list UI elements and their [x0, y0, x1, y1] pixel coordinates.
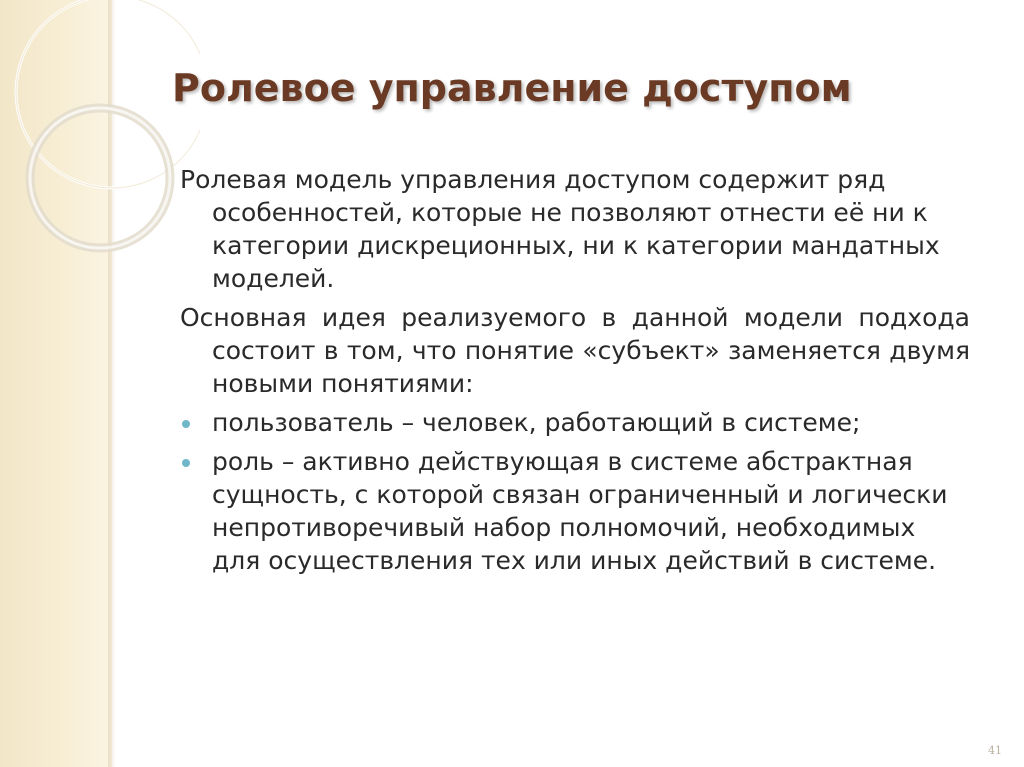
page-number: 41 — [988, 744, 1002, 757]
bullet-item-role — [180, 445, 970, 577]
slide-body — [180, 163, 970, 583]
decorative-circles — [0, 0, 200, 260]
bullet-dot-icon — [182, 420, 190, 428]
bullet-text: роль – активно действующая в системе абстрактная сущность, с которой связан ограниченный и логически непротиворечивый набор полномочий, необходимых для осуществления тех или иных действий в системе. — [212, 447, 948, 575]
slide-title: Ролевое управление доступом — [172, 66, 852, 110]
bullet-item-user — [180, 406, 970, 439]
paragraph-2: Основная идея реализуемого в данной модели подхода состоит в том, что понятие «субъект» заменяется двумя новыми понятиями: — [180, 303, 970, 398]
bullet-dot-icon — [182, 459, 190, 467]
paragraph-1: Ролевая модель управления доступом содержит ряд особенностей, которые не позволяют отнести её ни к категории дискреционных, ни к категории мандатных моделей. — [180, 165, 940, 293]
bullet-text: пользователь – человек, работающий в системе; — [212, 408, 861, 437]
